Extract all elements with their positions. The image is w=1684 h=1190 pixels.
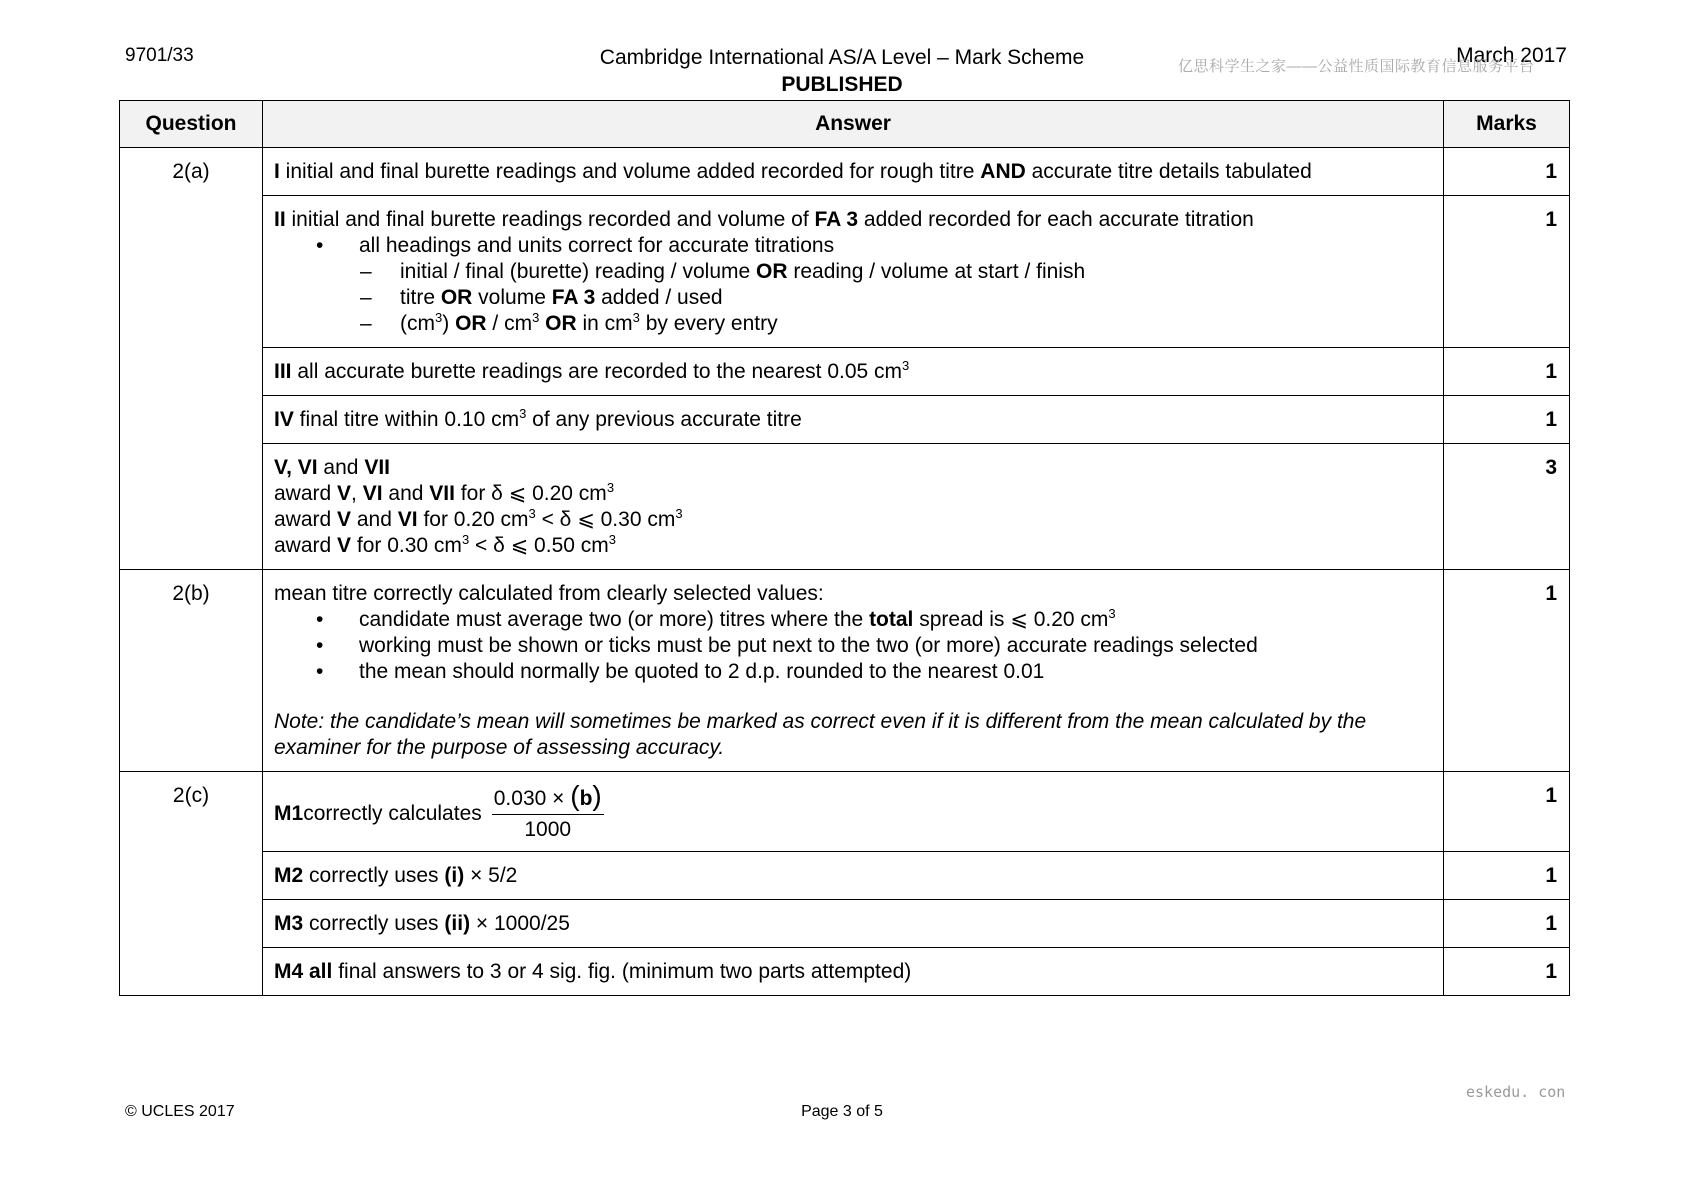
marks-cell: 1 (1444, 948, 1570, 996)
table-row (120, 348, 1570, 396)
copyright: © UCLES 2017 (125, 1103, 235, 1120)
list-item: – $(cm^3)$ OR / $cm^3$ OR in $cm^3$ by every entry (274, 311, 1433, 337)
answer-cell: M4 all final answers to 3 or 4 sig. fig. (minimum two parts attempted) (263, 948, 1444, 996)
answer-cell: M2 correctly uses (i) × 5/2 (263, 852, 1444, 900)
fraction: $\frac{0.030 \times (b)}{1000}$ (493, 780, 602, 841)
list-item: – initial / final (burette) reading / volume OR reading / volume at start / finish (274, 259, 1433, 285)
table-row (120, 570, 1570, 772)
bullet-list (274, 607, 1433, 685)
marks-cell: 1 (1444, 772, 1570, 852)
marks-cell: 1 (1444, 348, 1570, 396)
list-item: • candidate must average two (or more) titres where the total spread is ⩽ 0.20 $cm^3$ (274, 607, 1433, 633)
examiner-note: Note: the candidate’s mean will sometimes be marked as correct even if it is different from the mean calculated by the examiner for the purpose of assessing accuracy. (274, 710, 1367, 759)
answer-cell: mean titre correctly calculated from clearly selected values: • candidate must average two (or more) titres where the total spread is ⩽ 0.20 $cm^3$ • working must be shown or ticks must be put next to the two (or more) accurate readings selected • the mean should normally be quoted to 2 d.p. rounded to the nearest 0.01 Note: the candidate’s mean will sometimes be marked as correct even if it is different from the mean calculated by the examiner for the purpose of assessing accuracy. (263, 570, 1444, 772)
paper-code: 9701/33 (125, 45, 194, 66)
title-line: Cambridge International AS/A Level – Mark Scheme (599, 46, 1085, 69)
dash-list (274, 259, 1433, 337)
marks-cell: 3 (1444, 444, 1570, 570)
table-header-row (120, 101, 1570, 148)
page-number: Page 3 of 5 (801, 1103, 883, 1120)
watermark-bottom: eskedu. con (1466, 1083, 1566, 1101)
published-label: PUBLISHED (781, 73, 903, 96)
list-item: – titre OR volume FA 3 added / used (274, 285, 1433, 311)
mark-scheme-table (119, 100, 1570, 996)
table-row (120, 900, 1570, 948)
table-row (120, 396, 1570, 444)
marks-cell: 1 (1444, 148, 1570, 196)
col-header-marks: Marks (1444, 101, 1570, 148)
table-row (120, 948, 1570, 996)
table-row (120, 196, 1570, 348)
answer-cell: III all accurate burette readings are recorded to the nearest 0.05 $cm^3$ (263, 348, 1444, 396)
answer-cell: V, VI and VII award V, VI and VII for δ ⩽ 0.20 $cm^3$ award V and VI for 0.20 $cm^3 < \delta$ ⩽ 0.30 $cm^3$ award V for 0.30 $cm^3 < \delta$ ⩽ 0.50 $cm^3$ (263, 444, 1444, 570)
question-label-2b: 2(b) (120, 570, 263, 772)
marks-cell: 1 (1444, 852, 1570, 900)
marks-cell: 1 (1444, 570, 1570, 772)
table-row (120, 852, 1570, 900)
bullet-list (274, 233, 1433, 259)
table-row (120, 444, 1570, 570)
table-row (120, 772, 1570, 852)
watermark-top: 亿思科学生之家——公益性质国际教育信息服务平台 (1178, 58, 1535, 75)
answer-cell: IV final titre within 0.10 $cm^3$ of any previous accurate titre (263, 396, 1444, 444)
marks-cell: 1 (1444, 396, 1570, 444)
col-header-answer: Answer (263, 101, 1444, 148)
marks-cell: 1 (1444, 196, 1570, 348)
answer-cell: I initial and final burette readings and volume added recorded for rough titre AND accurate titre details tabulated (263, 148, 1444, 196)
question-label-2c: 2(c) (120, 772, 263, 996)
list-item: • working must be shown or ticks must be put next to the two (or more) accurate readings selected (274, 633, 1433, 659)
question-label-2a: 2(a) (120, 148, 263, 570)
list-item: • all headings and units correct for accurate titrations (274, 233, 1433, 259)
list-item: • the mean should normally be quoted to 2 d.p. rounded to the nearest 0.01 (274, 659, 1433, 685)
col-header-question: Question (120, 101, 263, 148)
answer-cell: M1 correctly calculates $\frac{0.030 \times (b)}{1000}$ (263, 772, 1444, 852)
exam-date: March 2017 (1456, 44, 1567, 67)
answer-cell: M3 correctly uses (ii) × 1000/25 (263, 900, 1444, 948)
answer-cell: II initial and final burette readings recorded and volume of FA 3 added recorded for each accurate titration • all headings and units correct for accurate titrations – initial / final (burette) reading / volume OR reading / volume at start / finish – titre OR volume FA 3 added / used – $(cm^3)$ OR / $cm^3$ OR in $cm^3$ by every entry (263, 196, 1444, 348)
table-row (120, 148, 1570, 196)
marks-cell: 1 (1444, 900, 1570, 948)
